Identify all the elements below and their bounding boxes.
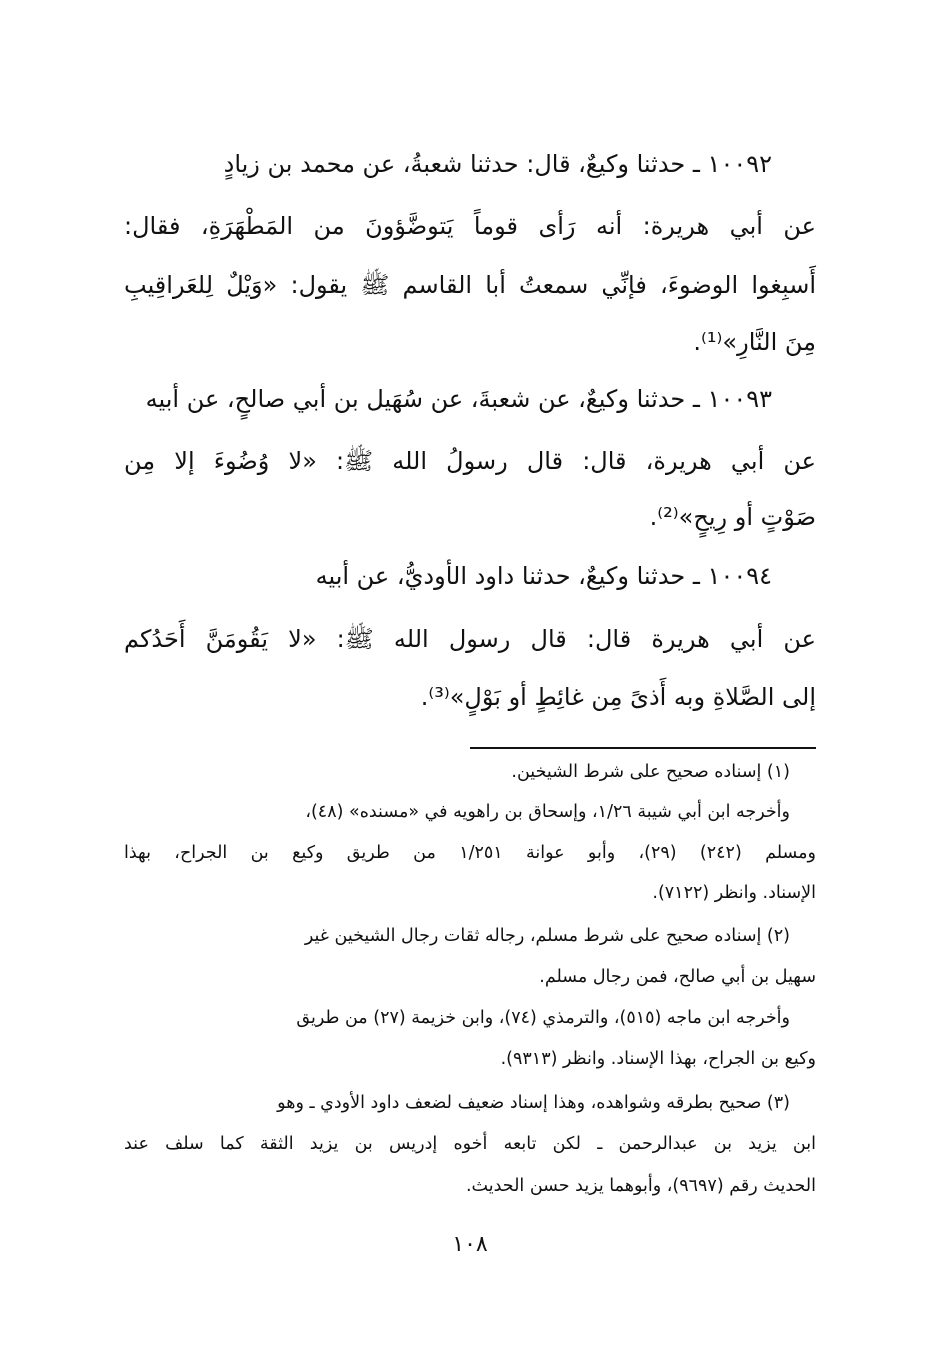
hadith-10092-line-1: ١٠٠٩٢ ـ حدثنا وكيعٌ، قال: حدثنا شعبةُ، عن محمد بن زيادٍ bbox=[223, 150, 772, 178]
footnote-2-line-1: (٢) إسناده صحيح على شرط مسلم، رجاله ثقات رجال الشيخين غير bbox=[304, 926, 790, 946]
footnote-1-line-3: ومسلم (٢٤٢) (٢٩)، وأبو عوانة ١/٢٥١ من طريق وكيع بن الجراح، بهذا bbox=[124, 843, 816, 863]
hadith-10094-line-1: ١٠٠٩٤ ـ حدثنا وكيعٌ، حدثنا داود الأوديُّ، عن أبيه bbox=[315, 562, 772, 590]
hadith-10092-line-3: أَسبِغوا الوضوءَ، فإنِّي سمعتُ أبا القاسم ﷺ يقول: «وَيْلٌ لِلعَراقِيبِ bbox=[124, 271, 816, 299]
footnote-3-line-1: (٣) صحيح بطرقه وشواهده، وهذا إسناد ضعيف لضعف داود الأودي ـ وهو bbox=[277, 1093, 790, 1113]
footnote-separator bbox=[470, 747, 816, 749]
footnote-2-line-4: وكيع بن الجراح، بهذا الإسناد. وانظر (٩٣١٣). bbox=[500, 1049, 816, 1069]
hadith-10092-line-4: مِنَ النَّارِ»⁽¹⁾. bbox=[693, 328, 816, 356]
hadith-10094-line-3: إلى الصَّلاةِ وبه أَذىً مِن غائِطٍ أو بَوْلٍ»⁽³⁾. bbox=[420, 683, 816, 711]
footnote-3-line-2: ابن يزيد بن عبدالرحمن ـ لكن تابعه أخوه إدريس بن يزيد الثقة كما سلف عند bbox=[124, 1134, 816, 1154]
footnote-1-line-4: الإسناد. وانظر (٧١٢٢). bbox=[652, 883, 816, 903]
footnote-2-line-3: وأخرجه ابن ماجه (٥١٥)، والترمذي (٧٤)، وابن خزيمة (٢٧) من طريق bbox=[296, 1008, 790, 1028]
page-number: ١٠٨ bbox=[452, 1232, 488, 1257]
footnote-1-line-2: وأخرجه ابن أبي شيبة ١/٢٦، وإسحاق بن راهويه في «مسنده» (٤٨)، bbox=[305, 802, 790, 822]
footnote-2-line-2: سهيل بن أبي صالح، فمن رجال مسلم. bbox=[539, 967, 816, 987]
footnote-1-line-1: (١) إسناده صحيح على شرط الشيخين. bbox=[511, 762, 790, 782]
hadith-10093-line-1: ١٠٠٩٣ ـ حدثنا وكيعٌ، عن شعبةَ، عن سُهَيل بن أبي صالحٍ، عن أبيه bbox=[145, 385, 772, 413]
hadith-10092-line-2: عن أبي هريرة: أنه رَأى قوماً يَتوضَّؤونَ من المَطْهَرَةِ، فقال: bbox=[124, 212, 816, 240]
hadith-10093-line-3: صَوْتٍ أو رِيحٍ»⁽²⁾. bbox=[649, 503, 816, 531]
hadith-10093-line-2: عن أبي هريرة، قال: قال رسولُ الله ﷺ: «لا وُضُوءَ إلا مِن bbox=[124, 447, 816, 475]
hadith-10094-line-2: عن أبي هريرة قال: قال رسول الله ﷺ: «لا يَقُومَنَّ أَحَدُكم bbox=[124, 625, 816, 653]
footnote-3-line-3: الحديث رقم (٩٦٩٧)، وأبوهما يزيد حسن الحديث. bbox=[465, 1176, 816, 1196]
